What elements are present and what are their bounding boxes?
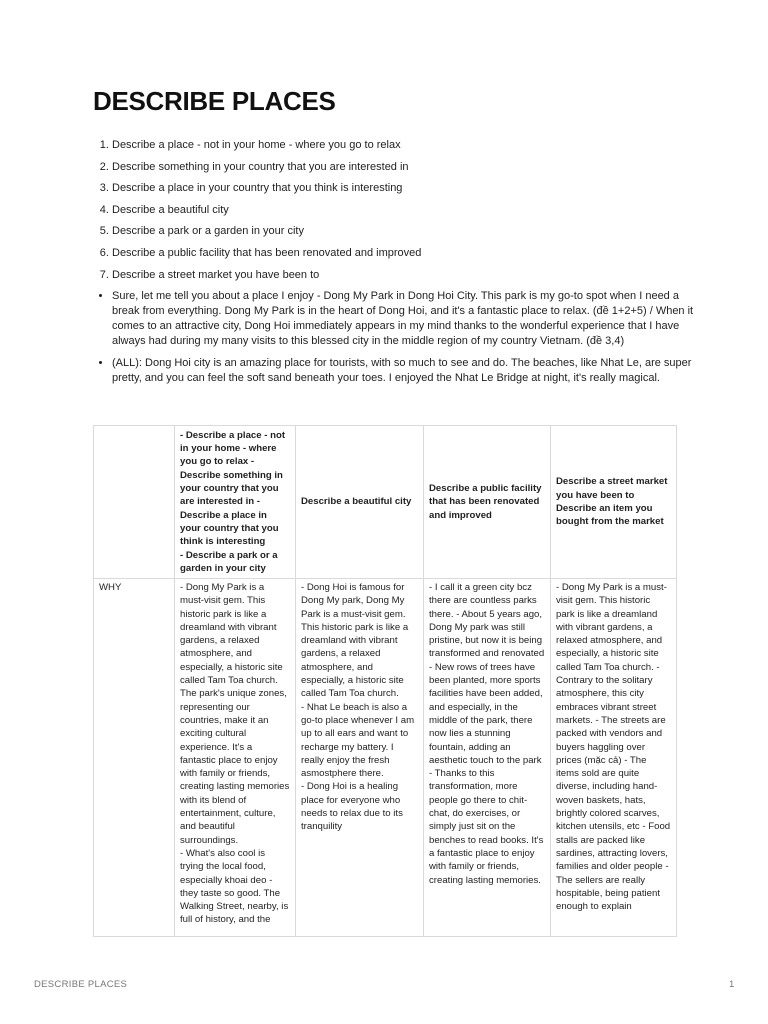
footer-title: DESCRIBE PLACES: [34, 979, 128, 990]
table-header-cell: Describe a public facility that has been renovated and improved: [424, 426, 551, 579]
topic-item: 5. Describe a park or a garden in your city: [112, 224, 702, 246]
table-header-row: [94, 426, 677, 579]
table-row: [94, 579, 677, 937]
intro-bullets: [93, 289, 702, 393]
topic-item: 7. Describe a street market you have been to: [112, 268, 702, 290]
topic-item: 6. Describe a public facility that has been renovated and improved: [112, 246, 702, 268]
page-title: DESCRIBE PLACES: [93, 86, 336, 116]
topic-item: 3. Describe a place in your country that you think is interesting: [112, 181, 702, 203]
table-header-cell: - Describe a place - not in your home - where you go to relax - Describe something in your country that you are interested in - Describe a place in your country that you think is interesting - Describe a park or a garden in your city: [175, 426, 296, 579]
topic-list: [93, 138, 702, 289]
page-break-mask: [93, 937, 693, 967]
intro-bullet: • Sure, let me tell you about a place I enjoy - Dong My Park in Dong Hoi City. This park is my go-to spot when I need a break from everything. Dong My Park is in the heart of Dong Hoi, and it's a fantastic place to relax. (đề 1+2+5) / When it comes to an attractive city, Dong Hoi immediately appears in my mind thanks to the wonderful experience that I have always had during my many visits to this blessed city in the middle region of my country Vietnam. (đề 3,4): [112, 289, 702, 349]
topic-item: 2. Describe something in your country that you are interested in: [112, 160, 702, 182]
topic-item: 1. Describe a place - not in your home - where you go to relax: [112, 138, 702, 160]
page-number: 1: [729, 979, 735, 990]
table-cell: - Dong My Park is a must-visit gem. This historic park is like a dreamland with vibrant gardens, a relaxed atmosphere, and especially, a historic site called Tam Toa church. The park's unique zones, representing our countries, make it an exciting cultural experience. It's a fantastic place to enjoy with family or friends, creating lasting memories with its blend of entertainment, culture, and beautiful surroundings. - What's also cool is trying the local food, especially khoai deo - they taste so good. The Walking Street, nearby, is full of history, and the: [175, 579, 296, 937]
table-cell: - I call it a green city bcz there are countless parks there. - About 5 years ago, Dong My park was still pristine, but now it is being transformed and renovated - New rows of trees have been planted, more sports facilities have been added, and especially, in the middle of the park, there now lies a stunning fountain, adding an aesthetic touch to the park - Thanks to this transformation, more people go there to chit-chat, do exercises, or simply just sit on the benches to read books. It's a fantastic place to enjoy with family or friends, creating lasting memories.: [424, 579, 551, 937]
table-header-cell: [94, 426, 175, 579]
table-header-cell: Describe a street market you have been to Describe an item you bought from the market: [551, 426, 677, 579]
table-header-cell: Describe a beautiful city: [296, 426, 424, 579]
table-cell: - Dong Hoi is famous for Dong My park, Dong My Park is a must-visit gem. This historic park is like a dreamland with vibrant gardens, a relaxed atmosphere, and especially, a historic site called Tam Toa church. - Nhat Le beach is also a go-to place whenever I am up to all ears and want to recharge my battery. I really enjoy the fresh asmostphere there. - Dong Hoi is a healing place for everyone who needs to relax due to its tranquility: [296, 579, 424, 937]
intro-bullet: • (ALL): Dong Hoi city is an amazing place for tourists, with so much to see and do. The beaches, like Nhat Le, are super pretty, and you can feel the soft sand beneath your toes. I enjoyed the Nhat Le Bridge at night, it's really magical.: [112, 356, 702, 386]
table-cell: - Dong My Park is a must-visit gem. This historic park is like a dreamland with vibrant gardens, a relaxed atmosphere, and especially, a historic site called Tam Toa church. - Contrary to the solitary atmosphere, this city embraces vibrant street markets. - The streets are packed with vendors and buyers haggling over prices (mặc cả) - The items sold are quite diverse, including hand-woven baskets, hats, brightly colored scarves, kitchen utensils, etc - Food stalls are packed like sardines, attracting lovers, families and older people - The sellers are really hospitable, being patient enough to explain: [551, 579, 677, 937]
topic-item: 4. Describe a beautiful city: [112, 203, 702, 225]
row-label: WHY: [94, 579, 175, 937]
answers-table: [93, 425, 677, 937]
